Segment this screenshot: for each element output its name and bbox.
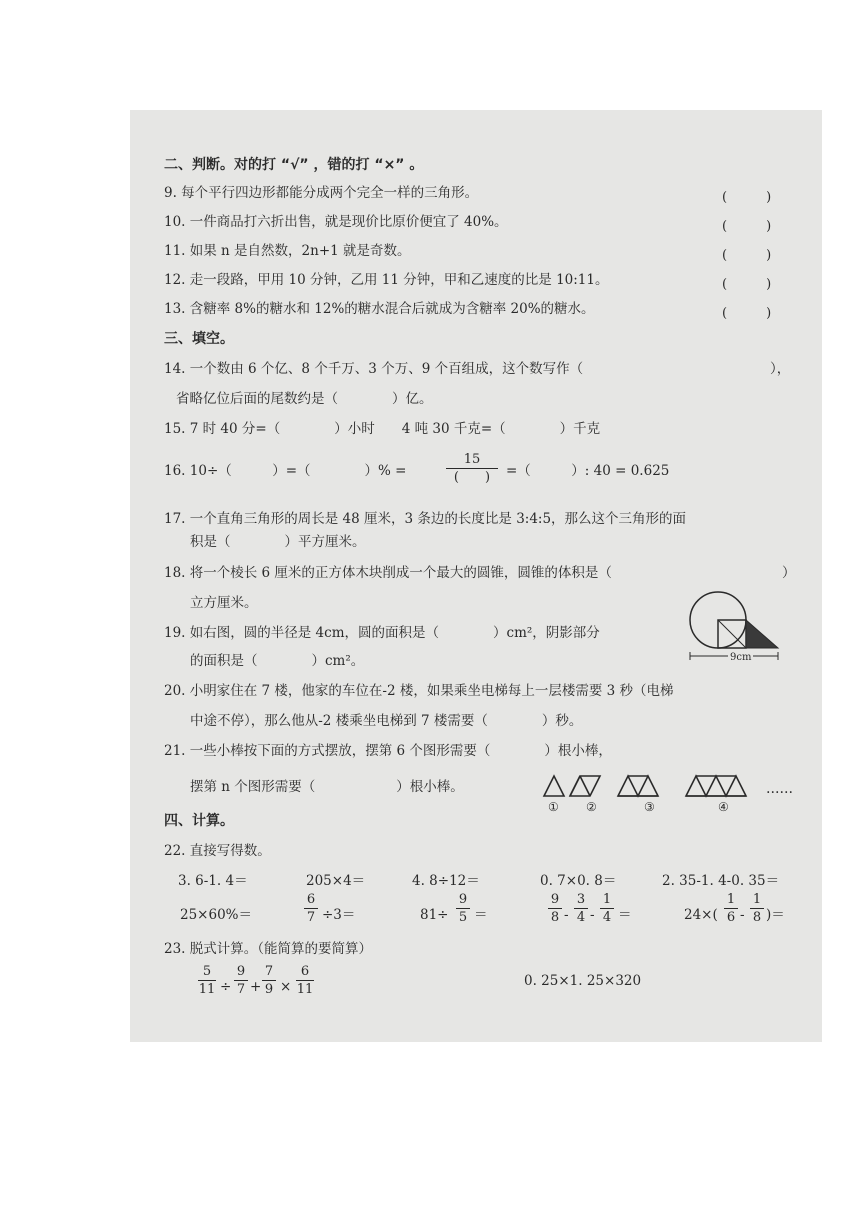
- denominator: 4: [576, 910, 586, 925]
- question-14-line2: 省略亿位后面的尾数约是（ ）亿。: [176, 391, 433, 407]
- answer-paren-11[interactable]: ( ): [722, 248, 772, 263]
- denominator: 5: [458, 910, 468, 925]
- calc-2-5-op: -: [740, 907, 745, 923]
- section-4-heading: 四、计算。: [164, 813, 234, 829]
- q23-a-fraction-1: [198, 964, 216, 997]
- q23-b: 0. 25×1. 25×320: [524, 973, 642, 989]
- q23-a-fraction-3: [262, 964, 276, 997]
- calc-2-4-fraction-3: [600, 892, 614, 925]
- question-9: 9. 每个平行四边形都能分成两个完全一样的三角形。: [164, 185, 479, 201]
- calc-1-5: 2. 35-1. 4-0. 35＝: [662, 873, 780, 889]
- exam-sheet: [130, 110, 822, 1042]
- answer-paren-12[interactable]: ( ): [722, 277, 772, 292]
- fraction-bar: [304, 908, 318, 909]
- numerator: 9: [458, 892, 468, 907]
- numerator: 9: [236, 964, 246, 979]
- calc-2-3-rest: ＝: [474, 907, 488, 923]
- numerator: 7: [264, 964, 274, 979]
- denominator: 8: [752, 910, 762, 925]
- figure-shaded-triangle: [746, 620, 778, 648]
- calc-2-4-rest: ＝: [618, 907, 632, 923]
- numerator: 5: [202, 964, 212, 979]
- question-16-left: 16. 10÷（ ）=（ ）% =: [164, 463, 407, 479]
- question-22: 22. 直接写得数。: [164, 843, 271, 859]
- calc-2-5-pre: 24×(: [684, 907, 718, 923]
- q23-a-fraction-2: [234, 964, 248, 997]
- question-17-line1: 17. 一个直角三角形的周长是 48 厘米，3 条边的长度比是 3:4:5，那么这个三角形的面: [164, 511, 687, 527]
- stick-label-3: ③: [644, 800, 655, 814]
- calc-1-1: 3. 6-1. 4＝: [178, 873, 248, 889]
- denominator: 6: [726, 910, 736, 925]
- fraction-bar: [456, 908, 470, 909]
- fraction-bar: [574, 908, 588, 909]
- question-14-line1: 14. 一个数由 6 个亿、8 个千万、3 个万、9 个百组成，这个数写作（: [164, 361, 584, 377]
- calc-1-3: 4. 8÷12＝: [412, 873, 480, 889]
- question-10: 10. 一件商品打六折出售，就是现价比原价便宜了 40%。: [164, 214, 508, 230]
- question-19-line2: 的面积是（ ）cm²。: [190, 653, 365, 669]
- denominator: 9: [264, 982, 274, 997]
- denominator: 8: [550, 910, 560, 925]
- numerator: 6: [306, 892, 316, 907]
- numerator: 1: [602, 892, 612, 907]
- stick-figure-3: [618, 776, 658, 796]
- stick-label-1: ①: [548, 800, 559, 814]
- calc-2-5-fraction-2: [750, 892, 764, 925]
- section-3-heading: 三、填空。: [164, 331, 234, 347]
- numerator: 3: [576, 892, 586, 907]
- fraction-bar: [198, 980, 216, 981]
- numerator: 6: [300, 964, 310, 979]
- question-14-line1-end: ），: [770, 361, 791, 377]
- calc-2-3-fraction: [456, 892, 470, 925]
- numerator: 1: [752, 892, 762, 907]
- q23-a-op1: ÷: [220, 979, 232, 995]
- question-20-line1: 20. 小明家住在 7 楼，他家的车位在-2 楼，如果乘坐电梯每上一层楼需要 3 秒（电梯: [164, 683, 674, 699]
- question-15: 15. 7 时 40 分=（ ）小时 4 吨 30 千克=（ ）千克: [164, 421, 601, 437]
- question-13: 13. 含糖率 8%的糖水和 12%的糖水混合后就成为含糖率 20%的糖水。: [164, 301, 595, 317]
- q23-a-fraction-4: [296, 964, 314, 997]
- q23-a-op2: +: [250, 979, 262, 995]
- fraction-bar: [296, 980, 314, 981]
- fraction-bar: [750, 908, 764, 909]
- denominator: 11: [198, 982, 216, 997]
- answer-paren-9[interactable]: ( ): [722, 190, 772, 205]
- calc-2-4-op2: -: [590, 907, 595, 923]
- question-18-line1-end: ）: [782, 565, 796, 581]
- denominator: 7: [236, 982, 246, 997]
- calc-2-4-fraction-2: [574, 892, 588, 925]
- question-12: 12. 走一段路，甲用 10 分钟，乙用 11 分钟，甲和乙速度的比是 10:11。: [164, 272, 609, 288]
- calc-2-5-rest: )＝: [766, 907, 785, 923]
- question-16-right: =（ ）: 40 = 0.625: [506, 463, 670, 479]
- calc-2-4-fraction-1: [548, 892, 562, 925]
- calc-1-2: 205×4＝: [306, 873, 366, 889]
- stick-ellipsis: ……: [766, 781, 793, 797]
- section-2-heading: 二、判断。对的打 “√” ，错的打 “×” 。: [164, 157, 424, 173]
- question-19-line1: 19. 如右图，圆的半径是 4cm，圆的面积是（ ）cm²，阴影部分: [164, 625, 600, 641]
- fraction-bar: [262, 980, 276, 981]
- fraction-bar: [548, 908, 562, 909]
- answer-paren-10[interactable]: ( ): [722, 219, 772, 234]
- fraction-bar: [234, 980, 248, 981]
- stick-label-2: ②: [586, 800, 597, 814]
- question-17-line2: 积是（ ）平方厘米。: [190, 534, 366, 550]
- question-18-line1: 18. 将一个棱长 6 厘米的正方体木块削成一个最大的圆锥，圆锥的体积是（: [164, 565, 612, 581]
- calc-2-3-pre: 81÷: [420, 907, 449, 923]
- calc-2-2-rest: ÷3＝: [322, 907, 356, 923]
- calc-1-4: 0. 7×0. 8＝: [540, 873, 617, 889]
- numerator: 9: [550, 892, 560, 907]
- question-16-fraction: [446, 452, 498, 485]
- stick-figure-4: [686, 776, 746, 796]
- denominator: 4: [602, 910, 612, 925]
- question-16-denominator: ( ): [453, 470, 491, 485]
- stick-label-4: ④: [718, 800, 729, 814]
- question-11: 11. 如果 n 是自然数，2n+1 就是奇数。: [164, 243, 411, 259]
- fraction-bar: [446, 468, 498, 469]
- numerator: 1: [726, 892, 736, 907]
- answer-paren-13[interactable]: ( ): [722, 306, 772, 321]
- question-16-numerator: 15: [463, 452, 481, 467]
- calc-2-5-fraction-1: [724, 892, 738, 925]
- denominator: 7: [306, 910, 316, 925]
- question-20-line2: 中途不停），那么他从-2 楼乘坐电梯到 7 楼需要（ ）秒。: [190, 713, 583, 729]
- q23-a-op3: ×: [280, 979, 292, 995]
- question-18-line2: 立方厘米。: [190, 595, 258, 611]
- question-21-line1: 21. 一些小棒按下面的方式摆放，摆第 6 个图形需要（ ）根小棒，: [164, 743, 612, 759]
- denominator: 11: [296, 982, 314, 997]
- question-23: 23. 脱式计算。（能简算的要简算）: [164, 941, 373, 957]
- stick-triangles-figure: [540, 766, 802, 816]
- figure-9cm-label: 9cm: [728, 649, 753, 667]
- fraction-bar: [600, 908, 614, 909]
- calc-2-2-fraction: [304, 892, 318, 925]
- calc-2-1: 25×60%＝: [180, 907, 252, 923]
- calc-2-4-op1: -: [564, 907, 569, 923]
- fraction-bar: [724, 908, 738, 909]
- question-21-line2: 摆第 n 个图形需要（ ）根小棒。: [190, 779, 464, 795]
- stick-figure-1: [544, 776, 564, 796]
